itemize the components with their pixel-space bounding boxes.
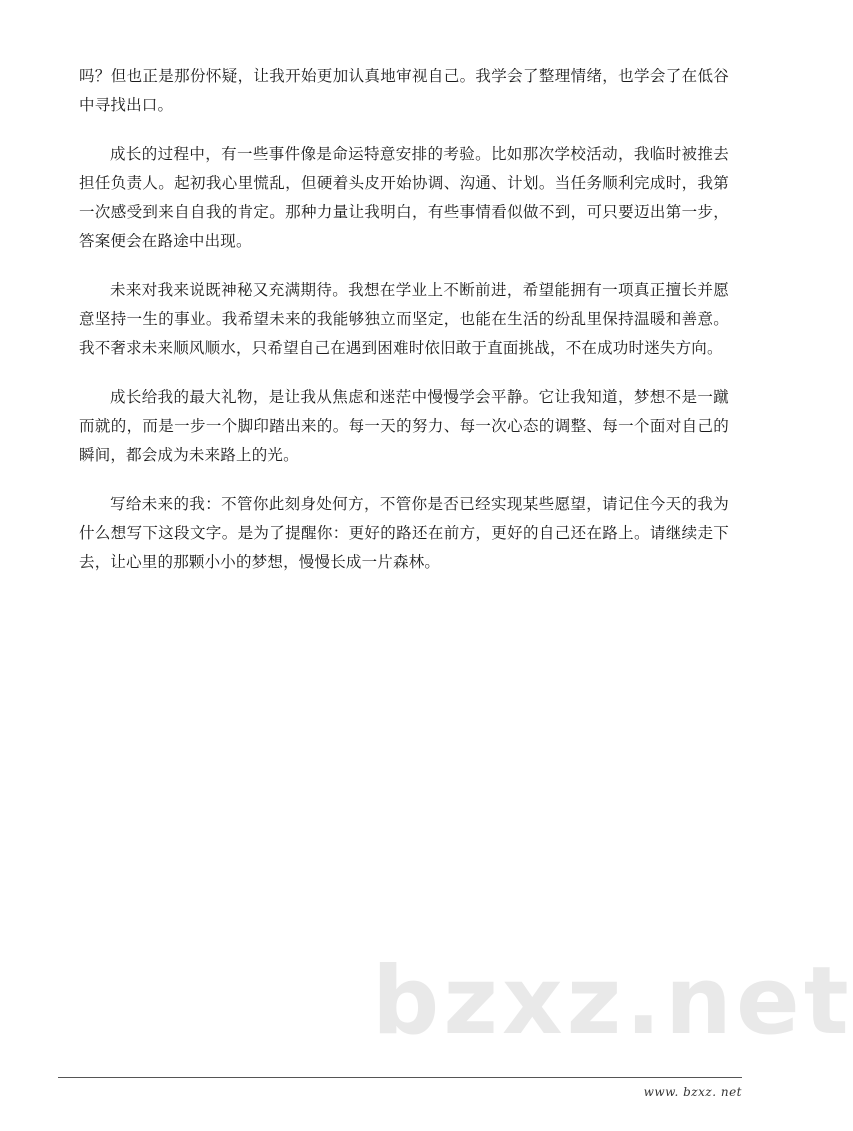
document-body bbox=[79, 62, 729, 597]
site-watermark: bzxz.net bbox=[372, 947, 853, 1056]
paragraph-letter-to-future: 写给未来的我：不管你此刻身处何方，不管你是否已经实现某些愿望，请记住今天的我为什么想写下这段文字。是为了提醒你：更好的路还在前方，更好的自己还在路上。请继续走下去，让心里的那颗小小的梦想，慢慢长成一片森林。 bbox=[79, 495, 729, 571]
footer-site-url: www. bzxz. net bbox=[643, 1085, 742, 1099]
footer-divider bbox=[58, 1077, 742, 1078]
paragraph-future-expectation: 未来对我来说既神秘又充满期待。我想在学业上不断前进，希望能拥有一项真正擅长并愿意坚持一生的事业。我希望未来的我能够独立而坚定，也能在生活的纷乱里保持温暖和善意。我不奢求未来顺风顺水，只希望自己在遇到困难时依旧敢于直面挑战，不在成功时迷失方向。 bbox=[79, 281, 729, 357]
paragraph-continued: 吗？但也正是那份怀疑，让我开始更加认真地审视自己。我学会了整理情绪，也学会了在低谷中寻找出口。 bbox=[79, 67, 729, 114]
paragraph-growth-gift: 成长给我的最大礼物，是让我从焦虑和迷茫中慢慢学会平静。它让我知道，梦想不是一蹴而就的，而是一步一个脚印踏出来的。每一天的努力、每一次心态的调整、每一个面对自己的瞬间，都会成为未来路上的光。 bbox=[79, 388, 729, 464]
paragraph-growth-test: 成长的过程中，有一些事件像是命运特意安排的考验。比如那次学校活动，我临时被推去担任负责人。起初我心里慌乱，但硬着头皮开始协调、沟通、计划。当任务顺利完成时，我第一次感受到来自自我的肯定。那种力量让我明白，有些事情看似做不到，可只要迈出第一步，答案便会在路途中出现。 bbox=[79, 145, 729, 250]
